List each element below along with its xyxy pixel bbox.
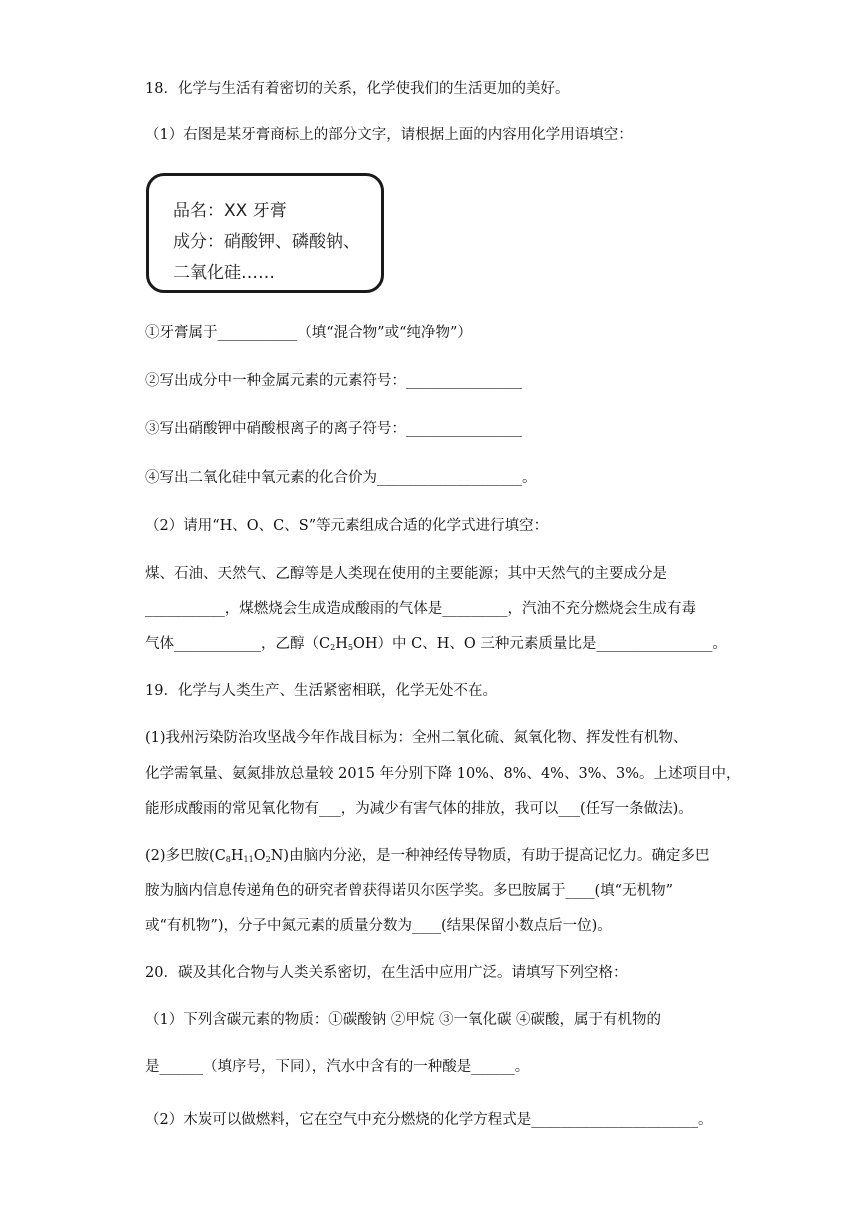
text-segment: O <box>253 848 266 864</box>
subscript: 8 <box>225 855 231 864</box>
text-segment: H <box>335 636 348 652</box>
q18-title: 18．化学与生活有着密切的关系，化学使我们的生活更加的美好。 <box>145 81 570 97</box>
q19-part1-line1: (1)我州污染防治攻坚战今年作战目标为：全州二氧化硫、氮氧化物、挥发性有机物、 <box>145 730 688 746</box>
label-line-name: 品名：XX 牙膏 <box>173 201 287 221</box>
q18-paragraph-line1: 煤、石油、天然气、乙醇等是人类现在使用的主要能源；其中天然气的主要成分是 <box>145 566 667 582</box>
q18-part2-prompt: （2）请用“H、O、C、S”等元素组成合适的化学式进行填空： <box>145 518 549 534</box>
q19-title: 19．化学与人类生产、生活紧密相联，化学无处不在。 <box>145 683 497 699</box>
text-segment: (2)多巴胺(C <box>145 848 226 864</box>
q18-item3: ③写出硝酸钾中硝酸根离子的离子符号：________________ <box>145 421 522 437</box>
q19-part2-line3: 或“有机物”)，分子中氮元素的质量分数为____(结果保留小数点后一位)。 <box>145 918 612 934</box>
q20-part1-line2: 是______（填序号，下同），汽水中含有的一种酸是______。 <box>145 1059 530 1075</box>
q18-part1-prompt: （1）右图是某牙膏商标上的部分文字，请根据上面的内容用化学用语填空： <box>145 127 633 143</box>
text-segment: N)由脑内分泌，是一种神经传导物质，有助于提高记忆力。确定多巴 <box>270 848 710 864</box>
subscript: 2 <box>265 855 271 864</box>
subscript: 2 <box>330 643 336 652</box>
text-segment: H <box>230 848 244 864</box>
q18-item2: ②写出成分中一种金属元素的元素符号：________________ <box>145 373 522 389</box>
toothpaste-label-image <box>146 173 384 293</box>
q19-part1-line3: 能形成酸雨的常见氧化物有___，为减少有害气体的排放，我可以___(任写一条做法)。 <box>145 801 693 817</box>
q20-part1-line1: （1）下列含碳元素的物质：①碳酸钠 ②甲烷 ③一氧化碳 ④碳酸，属于有机物的 <box>145 1012 662 1028</box>
q20-part2: （2）木炭可以做燃料，它在空气中充分燃烧的化学方程式是_______________________。 <box>145 1112 713 1128</box>
q19-part2-line1 <box>145 846 710 870</box>
q18-paragraph-line3 <box>145 634 727 658</box>
label-line-ingredients-cont: 二氧化硅…… <box>173 263 275 283</box>
label-line-ingredients: 成分：硝酸钾、磷酸钠、 <box>173 232 360 252</box>
subscript: 11 <box>243 855 254 864</box>
text-segment: 气体____________，乙醇（C <box>145 636 331 652</box>
q18-paragraph-line2: ___________，煤燃烧会生成造成酸雨的气体是_________，汽油不充分燃烧会生成有毒 <box>145 601 696 617</box>
q18-item4: ④写出二氧化硅中氧元素的化合价为____________________。 <box>145 470 537 486</box>
q20-title: 20．碳及其化合物与人类关系密切，在生活中应用广泛。请填写下列空格： <box>145 965 628 981</box>
q19-part1-line2: 化学需氧量、氨氮排放总量较 2015 年分别下降 10%、8%、4%、3%、3%。上述项目中， <box>145 766 741 782</box>
subscript: 5 <box>347 643 353 652</box>
q18-item1: ①牙膏属于___________（填“混合物”或“纯净物”） <box>145 325 472 341</box>
q19-part2-line2: 胺为脑内信息传递角色的研究者曾获得诺贝尔医学奖。多巴胺属于____(填“无机物” <box>145 883 673 899</box>
text-segment: OH）中 C、H、O 三种元素质量比是________________。 <box>352 636 727 652</box>
